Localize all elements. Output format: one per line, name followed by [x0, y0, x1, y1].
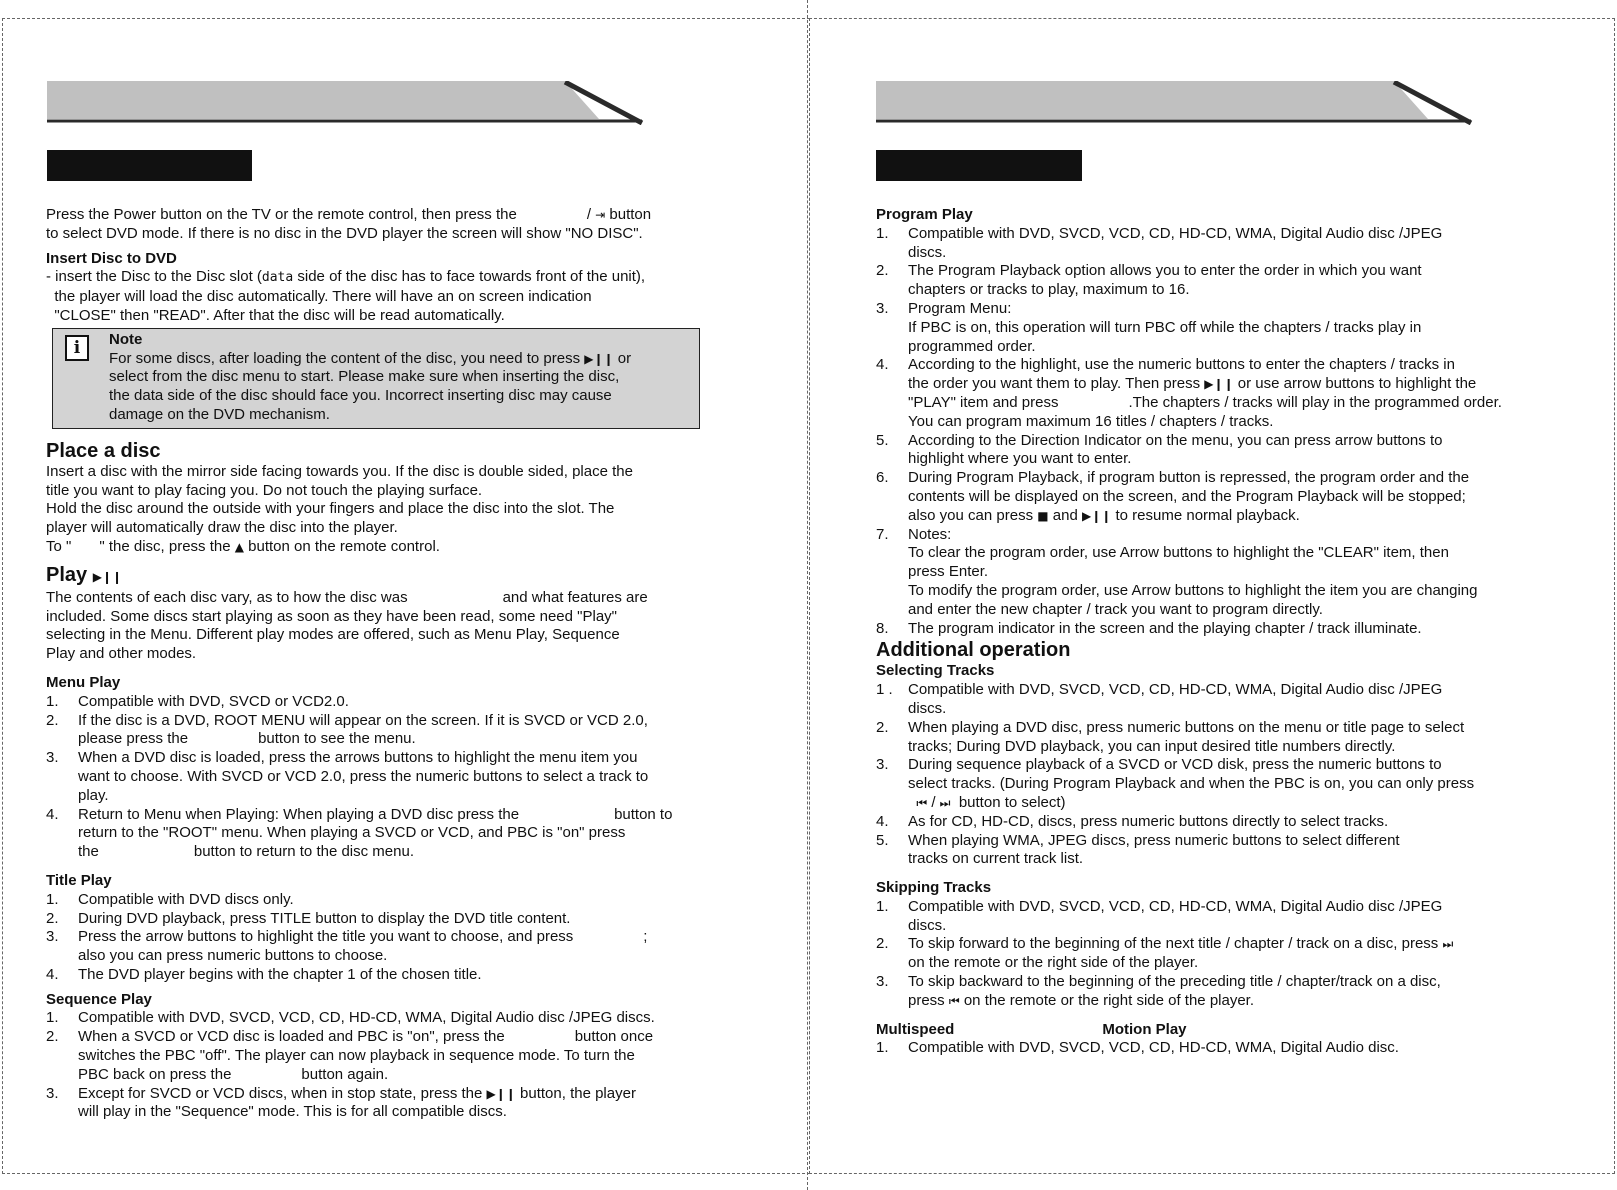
- list-item: 6. During Program Playback, if program button is repressed, the program order and the contents will be displayed on the screen, and the Program Playback will be stopped; also you can press ■ and ▶❙❙ to resume normal playback.: [876, 469, 1470, 524]
- list-item: 3. When a DVD disc is loaded, press the arrows buttons to highlight the menu item you want to choose. With SVCD or VCD 2.0, press the numeric buttons to select a track to play.: [46, 749, 649, 804]
- list-item: 4. Return to Menu when Playing: When playing a DVD disc press the button to return to the "ROOT" menu. When playing a SVCD or VCD, and PBC is "on" press the button to return to the disc menu.: [46, 805, 673, 861]
- program-play-list: [876, 225, 1522, 639]
- left-section-label: [47, 150, 252, 181]
- play-pause-icon: ▶❙❙: [1204, 377, 1234, 392]
- list-item: 3. Program Menu: If PBC is on, this operation will turn PBC off while the chapters / tracks play in programmed order.: [876, 299, 1422, 355]
- list-item: 3. Except for SVCD or VCD discs, when in stop state, press the ▶❙❙ button, the player will play in the "Sequence" mode. This is for all compatible discs.: [46, 1084, 636, 1121]
- note-text: For some discs, after loading the content of the disc, you need to press ▶❙❙ or select from the disc menu to start. Please make sure when inserting the disc, the data side of the disc should face you. Incorrect inserting disc may cause damage on the DVD mechanism.: [109, 349, 632, 423]
- skipping-tracks-heading: Skipping Tracks: [876, 879, 992, 897]
- list-item: 1. Compatible with DVD, SVCD or VCD2.0.: [46, 692, 349, 710]
- list-item: 2. When a SVCD or VCD disc is loaded and PBC is "on", press the button once switches the PBC "off". The player can now playback in sequence mode. To turn the PBC back on press the button again.: [46, 1028, 654, 1083]
- selecting-tracks-heading: Selecting Tracks: [876, 662, 995, 680]
- list-item: 2. During DVD playback, press TITLE button to display the DVD title content.: [46, 909, 571, 927]
- list-item: 2. When playing a DVD disc, press numeric buttons on the menu or title page to select tracks; During DVD playback, you can input desired title numbers directly.: [876, 718, 1465, 755]
- stop-icon: ■: [1037, 508, 1049, 523]
- menu-play-list: [46, 693, 716, 862]
- list-item: 1. Compatible with DVD discs only.: [46, 890, 294, 908]
- right-section-label: [876, 150, 1082, 181]
- sequence-play-heading: Sequence Play: [46, 990, 152, 1008]
- play-pause-icon: ▶❙❙: [92, 569, 123, 584]
- selecting-tracks-list: [876, 681, 1522, 869]
- eject-icon: ▲: [234, 539, 244, 554]
- next-track-icon: ⏭: [939, 795, 951, 810]
- play-pause-icon: ▶❙❙: [1081, 508, 1112, 523]
- list-item: 5. When playing WMA, JPEG discs, press numeric buttons to select different tracks on current track list.: [876, 831, 1400, 868]
- title-play-heading: Title Play: [46, 871, 112, 889]
- menu-play-heading: Menu Play: [46, 673, 121, 691]
- program-play-heading: Program Play: [876, 206, 973, 223]
- list-item: 4. According to the highlight, use the numeric buttons to enter the chapters / tracks in the order you want them to play. Then press ▶❙❙ or use arrow buttons to highlight the "PLAY" item and press .The chapters / tracks will play in the programmed order. You can program maximum 16 titles / chapters / tracks.: [876, 356, 1502, 430]
- list-item: 1. Compatible with DVD, SVCD, VCD, CD, HD-CD, WMA, Digital Audio disc /JPEG discs.: [876, 897, 1443, 934]
- play-text: The contents of each disc vary, as to how the disc was and what features are included. Some discs start playing as soon as they have been read, some need "Play" selecting in the Menu. Different play modes are offered, such as Menu Play, Sequence Play and other modes.: [46, 588, 648, 663]
- list-item: 1 . Compatible with DVD, SVCD, VCD, CD, HD-CD, WMA, Digital Audio disc /JPEG discs.: [876, 681, 1443, 717]
- multispeed-list: [876, 1039, 1522, 1058]
- sequence-play-list: [46, 1009, 716, 1122]
- skipping-tracks-list: [876, 898, 1522, 1011]
- list-item: 1. Compatible with DVD, SVCD, VCD, CD, HD-CD, WMA, Digital Audio disc /JPEG discs.: [876, 224, 1443, 261]
- note-title: Note: [109, 330, 143, 348]
- info-icon: i: [65, 335, 89, 361]
- list-item: 3. Press the arrow buttons to highlight the title you want to choose, and press ; also you can press numeric buttons to choose.: [46, 928, 648, 965]
- next-track-icon: ⏭: [1442, 937, 1454, 952]
- list-item: 3. During sequence playback of a SVCD or VCD disk, press the numeric buttons to select tracks. (During Program Playback and when the PBC is on, you can only press ⏮ / ⏭ button to select): [876, 756, 1475, 811]
- place-disc-text: Insert a disc with the mirror side facing towards you. If the disc is double sided, place the title you want to play facing you. Do not touch the playing surface. Hold the disc around the outside with your fingers and place the disc into the slot. The player will automatically draw the disc into the player. To " " the disc, press the ▲ button on the remote control.: [46, 462, 633, 555]
- note-box: [52, 328, 700, 429]
- title-play-list: [46, 891, 716, 985]
- list-item: 8. The program indicator in the screen and the playing chapter / track illuminate.: [876, 619, 1422, 637]
- right-header-banner: [876, 81, 1476, 125]
- list-item: 4. As for CD, HD-CD, discs, press numeric buttons directly to select tracks.: [876, 812, 1389, 830]
- place-disc-heading: Place a disc: [46, 439, 161, 462]
- play-pause-icon: ▶❙❙: [584, 351, 614, 366]
- list-item: 4. The DVD player begins with the chapter 1 of the chosen title.: [46, 965, 482, 983]
- page-divider: [807, 0, 808, 1190]
- play-pause-icon: ▶❙❙: [486, 1086, 516, 1101]
- prev-track-icon: ⏮: [948, 993, 960, 1008]
- right-column: [876, 206, 1522, 1058]
- list-item: 3. To skip backward to the beginning of the preceding title / chapter/track on a disc, press ⏮ on the remote or the right side of the player.: [876, 973, 1441, 1009]
- list-item: 5. According to the Direction Indicator on the menu, you can press arrow buttons to highlight where you want to enter.: [876, 431, 1443, 468]
- insert-disc-heading: Insert Disc to DVD: [46, 249, 177, 267]
- play-heading: Play ▶❙❙: [46, 563, 123, 586]
- prev-track-icon: ⏮: [916, 795, 928, 810]
- insert-disc-text: - insert the Disc to the Disc slot (data side of the disc has to face towards front of the unit), the player will load the disc automatically. There will have an on screen indication "CLOSE" then "READ". After that the disc will be read automatically.: [46, 268, 646, 324]
- left-column: [46, 206, 716, 1122]
- additional-operation-heading: Additional operation: [876, 639, 1071, 662]
- list-item: 2. To skip forward to the beginning of the next title / chapter / track on a disc, press ⏭ on the remote or the right side of the player.: [876, 935, 1454, 972]
- list-item: 2. The Program Playback option allows you to enter the order in which you want chapters or tracks to play, maximum to 16.: [876, 262, 1422, 299]
- list-item: 1. Compatible with DVD, SVCD, VCD, CD, HD-CD, WMA, Digital Audio disc /JPEG discs.: [46, 1009, 655, 1027]
- input-source-icon: ⇥: [595, 208, 606, 222]
- list-item: 7. Notes: To clear the program order, use Arrow buttons to highlight the "CLEAR" item, then press Enter. To modify the program order, use Arrow buttons to highlight the item you are changing and enter the new chapter / track you want to program directly.: [876, 525, 1478, 618]
- list-item: 1. Compatible with DVD, SVCD, VCD, CD, HD-CD, WMA, Digital Audio disc.: [876, 1039, 1399, 1057]
- intro-text: Press the Power button on the TV or the remote control, then press the / ⇥ button to select DVD mode. If there is no disc in the DVD player the screen will show "NO DISC".: [46, 206, 652, 242]
- list-item: 2. If the disc is a DVD, ROOT MENU will appear on the screen. If it is SVCD or VCD 2.0, please press the button to see the menu.: [46, 711, 648, 748]
- left-header-banner: [47, 81, 647, 125]
- multispeed-heading: Multispeed Motion Play: [876, 1020, 1187, 1038]
